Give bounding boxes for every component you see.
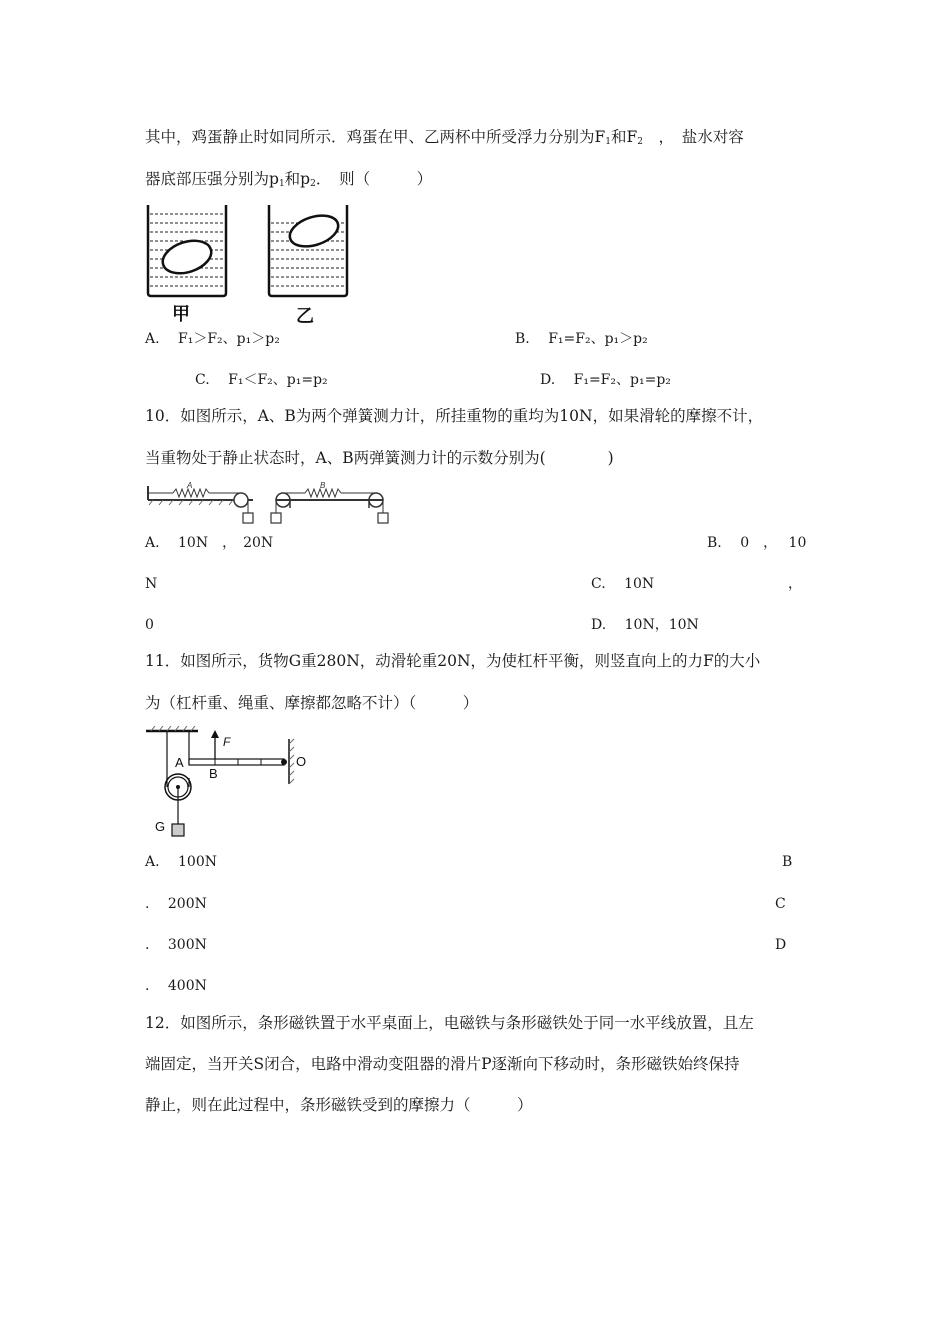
beaker-right-label: 乙	[296, 306, 314, 325]
subscript: 1	[278, 179, 285, 189]
q10-option-d[interactable]: D. 10N，10N	[591, 617, 699, 633]
q11-option-c-value[interactable]: . 300N	[145, 937, 207, 953]
egg-right	[286, 210, 342, 252]
q11-text-line-2: 为（杠杆重、绳重、摩擦都忽略不计）（ ）	[145, 694, 479, 712]
setup-a	[148, 481, 253, 523]
force-arrow	[211, 730, 219, 738]
q11-option-d-letter[interactable]: D	[775, 937, 787, 953]
subscript: 1	[605, 137, 611, 147]
q11-option-a[interactable]: A. 100N	[145, 854, 217, 870]
q10-option-c-comma: ，	[788, 576, 802, 592]
q11-option-b-letter[interactable]: B	[782, 854, 793, 870]
egg-beakers-figure	[140, 200, 360, 325]
q9-text-segment: ， 盐水对容	[643, 128, 744, 146]
q9-option-b[interactable]: B. F₁=F₂、p₁＞p₂	[515, 331, 648, 347]
q9-text-segment: 和p	[284, 170, 311, 188]
q9-text-segment: ． 则（ ）	[315, 170, 433, 188]
lever-pulley-figure	[143, 722, 318, 842]
beaker-right	[269, 205, 347, 296]
q10-option-c[interactable]: C. 10N	[591, 576, 655, 592]
q9-text-segment: 器底部压强分别为p	[145, 170, 279, 188]
label-g: G	[155, 819, 166, 834]
q9-text-segment: 其中，鸡蛋静止时如同所示．鸡蛋在甲、乙两杯中所受浮力分别为F	[145, 128, 606, 146]
q10-option-b[interactable]: B. 0 ， 10	[707, 535, 807, 551]
q10-option-b-continued: N	[145, 576, 158, 592]
q12-text-line-2: 端固定，当开关S闭合，电路中滑动变阻器的滑片P逐渐向下移动时，条形磁铁始终保持	[145, 1055, 740, 1073]
q11-option-c-letter[interactable]: C	[775, 896, 786, 912]
label-a: A	[175, 755, 184, 770]
subscript: 2	[637, 137, 643, 147]
pivot-o	[281, 759, 287, 765]
q9-option-d[interactable]: D. F₁=F₂、p₁=p₂	[540, 372, 671, 388]
q11-option-d-value[interactable]: . 400N	[145, 978, 207, 994]
q9-option-c[interactable]: C. F₁＜F₂、p₁=p₂	[195, 372, 328, 388]
q12-text-line-1: 12．如图所示，条形磁铁置于水平桌面上，电磁铁与条形磁铁处于同一水平线放置，且左	[145, 1014, 754, 1032]
q10-text-line-2: 当重物处于静止状态时，A、B两弹簧测力计的示数分别为( )	[145, 449, 614, 467]
q10-text-line-1: 10．如图所示，A、B为两个弹簧测力计，所挂重物的重均为10N，如果滑轮的摩擦不计，	[145, 407, 764, 425]
subscript: 2	[310, 179, 316, 189]
label-f: F	[223, 735, 231, 749]
setup-b	[271, 481, 388, 523]
q9-option-a[interactable]: A. F₁＞F₂、p₁＞p₂	[145, 331, 280, 347]
q11-text-line-1: 11．如图所示，货物G重280N，动滑轮重20N，为使杠杆平衡，则竖直向上的力F的大小	[145, 652, 761, 670]
beaker-left-label: 甲	[172, 304, 190, 324]
egg-left	[159, 235, 216, 279]
scale-b-label: B	[320, 481, 326, 490]
q9-text-line-1	[145, 126, 744, 153]
beaker-left	[148, 205, 226, 296]
q10-option-c-continued: 0	[145, 617, 154, 633]
q10-option-a[interactable]: A. 10N ， 20N	[145, 535, 274, 551]
q9-text-line-2	[145, 168, 432, 195]
label-o: O	[296, 754, 307, 769]
cargo-g	[172, 824, 184, 836]
q12-text-line-3: 静止，则在此过程中，条形磁铁受到的摩擦力（ ）	[145, 1096, 533, 1114]
spring-scales-figure	[143, 478, 393, 528]
scale-a-label: A	[187, 481, 193, 490]
q9-text-segment: 和F	[611, 128, 638, 146]
label-b: B	[209, 766, 218, 781]
q11-option-b-value[interactable]: . 200N	[145, 896, 207, 912]
lever-bar	[189, 759, 284, 765]
